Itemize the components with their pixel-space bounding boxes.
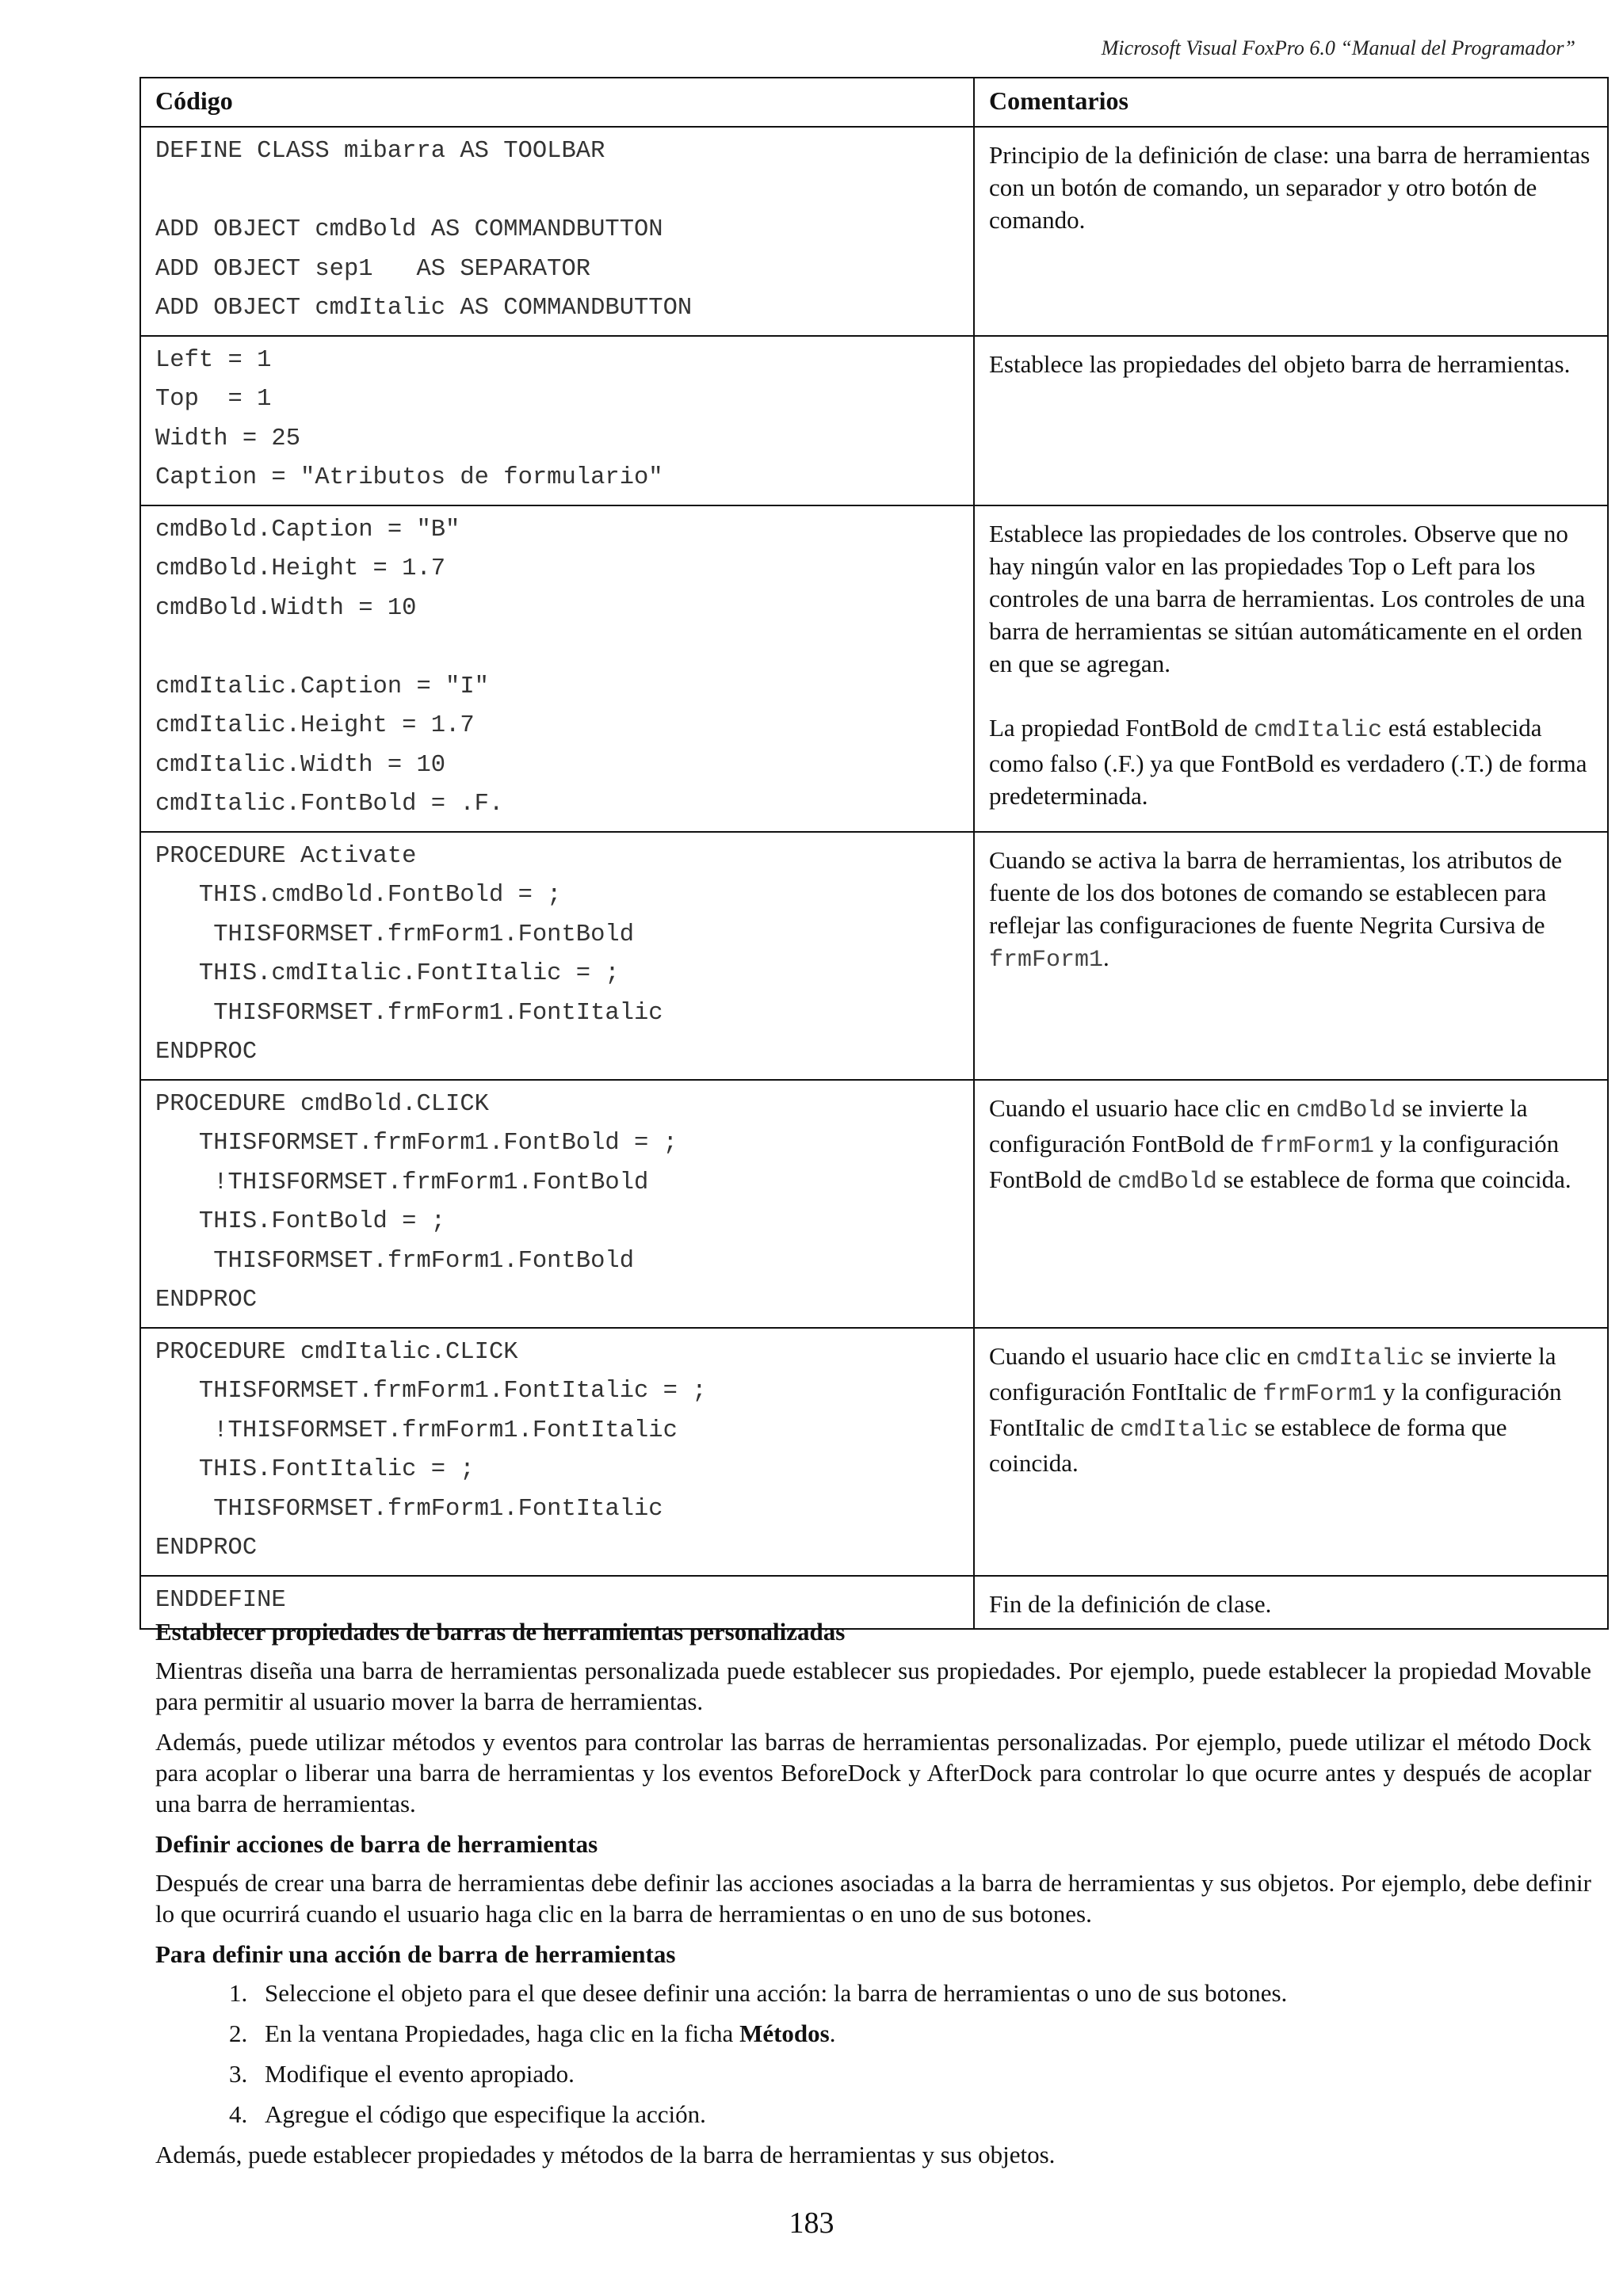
column-header-comments: Comentarios (974, 78, 1608, 127)
comment-cell (974, 832, 1608, 1080)
inline-code: cmdItalic (1254, 716, 1383, 744)
table-row (140, 832, 1608, 1080)
comment-text-part: se establece de forma que coincida. (1216, 1165, 1571, 1193)
comment-text-part: Cuando se activa la barra de herramientas, los atributos de fuente de los dos botones de comando se establecen para reflejar las configuraciones de fuente Negrita Cursiva de (989, 845, 1563, 939)
comment-cell (974, 505, 1608, 832)
section-heading: Establecer propiedades de barras de herramientas personalizadas (155, 1618, 846, 1646)
list-item (254, 2018, 1591, 2049)
paragraph: Además, puede utilizar métodos y eventos para controlar las barras de herramientas personalizadas. Por ejemplo, puede utilizar el método Dock para acoplar o liberar una barra de herramientas y los eventos BeforeDock y AfterDock para controlar lo que ocurre antes y después de acoplar una barra de herramientas. (155, 1728, 1591, 1817)
column-header-code: Código (140, 78, 974, 127)
list-item-text: . (829, 2019, 836, 2047)
code-cell: cmdBold.Caption = "B" cmdBold.Height = 1.7 cmdBold.Width = 10 cmdItalic.Caption = "I" cmdItalic.Height = 1.7 cmdItalic.Width = 10 cmdItalic.FontBold = .F. (140, 505, 974, 832)
comment-text: Fin de la definición de clase. (989, 1589, 1272, 1618)
page-number: 183 (789, 2206, 834, 2240)
code-cell: DEFINE CLASS mibarra AS TOOLBAR ADD OBJECT cmdBold AS COMMANDBUTTON ADD OBJECT sep1 AS SEPARATOR ADD OBJECT cmdItalic AS COMMANDBUTTON (140, 127, 974, 336)
inline-code: cmdBold (1296, 1097, 1396, 1124)
comment-text-part: Cuando el usuario hace clic en (989, 1093, 1296, 1122)
inline-code: frmForm1 (1262, 1380, 1377, 1408)
paragraph: Después de crear una barra de herramientas debe definir las acciones asociadas a la barra de herramientas y sus objetos. Por ejemplo, debe definir lo que ocurrirá cuando el usuario haga clic en la barra de herramientas o en uno de sus botones. (155, 1869, 1591, 1928)
paragraph: Mientras diseña una barra de herramientas personalizada puede establecer sus propiedades. Por ejemplo, puede establecer la propiedad Movable para permitir al usuario mover la barra de herramientas. (155, 1657, 1591, 1715)
comment-text: Principio de la definición de clase: una barra de herramientas con un botón de comando, un separador y otro botón de comando. (989, 141, 1591, 234)
comment-text: Establece las propiedades de los controles. Observe que no hay ningún valor en las propiedades Top o Left para los controles de una barra de herramientas. Los controles de una barra de herramientas se sitúan automáticamente en el orden en que se agregan. (989, 519, 1586, 677)
section-heading: Definir acciones de barra de herramientas (155, 1830, 598, 1858)
table-row (140, 127, 1608, 336)
methods-tab-name: Métodos (739, 2019, 830, 2047)
comment-cell (974, 336, 1608, 505)
comment-text (989, 844, 1593, 977)
comment-text (989, 1092, 1593, 1199)
table-header-row (140, 78, 1608, 127)
running-header: Microsoft Visual FoxPro 6.0 “Manual del Programador” (1101, 36, 1575, 59)
procedure-heading: Para definir una acción de barra de herramientas (155, 1940, 676, 1968)
comment-text-part: La propiedad FontBold de (989, 713, 1254, 742)
inline-code: cmdItalic (1296, 1344, 1425, 1372)
code-cell: PROCEDURE Activate THIS.cmdBold.FontBold = ; THISFORMSET.frmForm1.FontBold THIS.cmdItalic.FontItalic = ; THISFORMSET.frmForm1.FontItalic ENDPROC (140, 832, 974, 1080)
comment-text-part: . (1103, 943, 1109, 971)
code-cell: Left = 1 Top = 1 Width = 25 Caption = "Atributos de formulario" (140, 336, 974, 505)
comment-text: Establece las propiedades del objeto barra de herramientas. (989, 349, 1571, 378)
comment-cell (974, 1328, 1608, 1576)
comment-text-part: Cuando el usuario hace clic en (989, 1341, 1296, 1370)
table-row (140, 1328, 1608, 1576)
table-row (140, 505, 1608, 832)
procedure-steps (155, 1978, 1591, 2130)
comment-text-part: se invierte la configuración FontItalic de (989, 1341, 1556, 1405)
code-cell: ENDDEFINE (140, 1576, 974, 1629)
comment-text-part: se invierte la configuración FontBold de (989, 1093, 1528, 1158)
comment-text-part: se establece de forma que coincida. (989, 1413, 1507, 1477)
comment-text (989, 1340, 1593, 1479)
code-comments-table (139, 77, 1609, 1630)
code-cell: PROCEDURE cmdBold.CLICK THISFORMSET.frmForm1.FontBold = ; !THISFORMSET.frmForm1.FontBold THIS.FontBold = ; THISFORMSET.frmForm1.FontBold ENDPROC (140, 1080, 974, 1328)
table-row (140, 336, 1608, 505)
code-cell: PROCEDURE cmdItalic.CLICK THISFORMSET.frmForm1.FontItalic = ; !THISFORMSET.frmForm1.FontItalic THIS.FontItalic = ; THISFORMSET.frmForm1.FontItalic ENDPROC (140, 1328, 974, 1576)
list-item: 1. Seleccione el objeto para el que desee definir una acción: la barra de herramientas o uno de sus botones. (254, 1978, 1591, 2008)
list-item: 4. Agregue el código que especifique la acción. (254, 2099, 1591, 2130)
comment-text-part: está establecida como falso (.F.) ya que FontBold es verdadero (.T.) de forma predeterminada. (989, 713, 1587, 810)
inline-code: frmForm1 (1259, 1132, 1374, 1160)
comment-cell (974, 127, 1608, 336)
inline-code: cmdBold (1117, 1168, 1217, 1196)
comment-text-part: y la configuración FontItalic de (989, 1377, 1562, 1441)
body-text (155, 1616, 1591, 2180)
paragraph: Además, puede establecer propiedades y métodos de la barra de herramientas y sus objetos. (155, 2141, 1056, 2168)
table-row (140, 1080, 1608, 1328)
list-item-text: En la ventana Propiedades, haga clic en la ficha (265, 2019, 740, 2047)
comment-text-part: y la configuración FontBold de (989, 1129, 1560, 1193)
inline-code: frmForm1 (989, 946, 1104, 974)
comment-cell (974, 1080, 1608, 1328)
list-item: 3. Modifique el evento apropiado. (254, 2058, 1591, 2089)
comment-text (989, 711, 1593, 812)
inline-code: cmdItalic (1120, 1416, 1249, 1444)
